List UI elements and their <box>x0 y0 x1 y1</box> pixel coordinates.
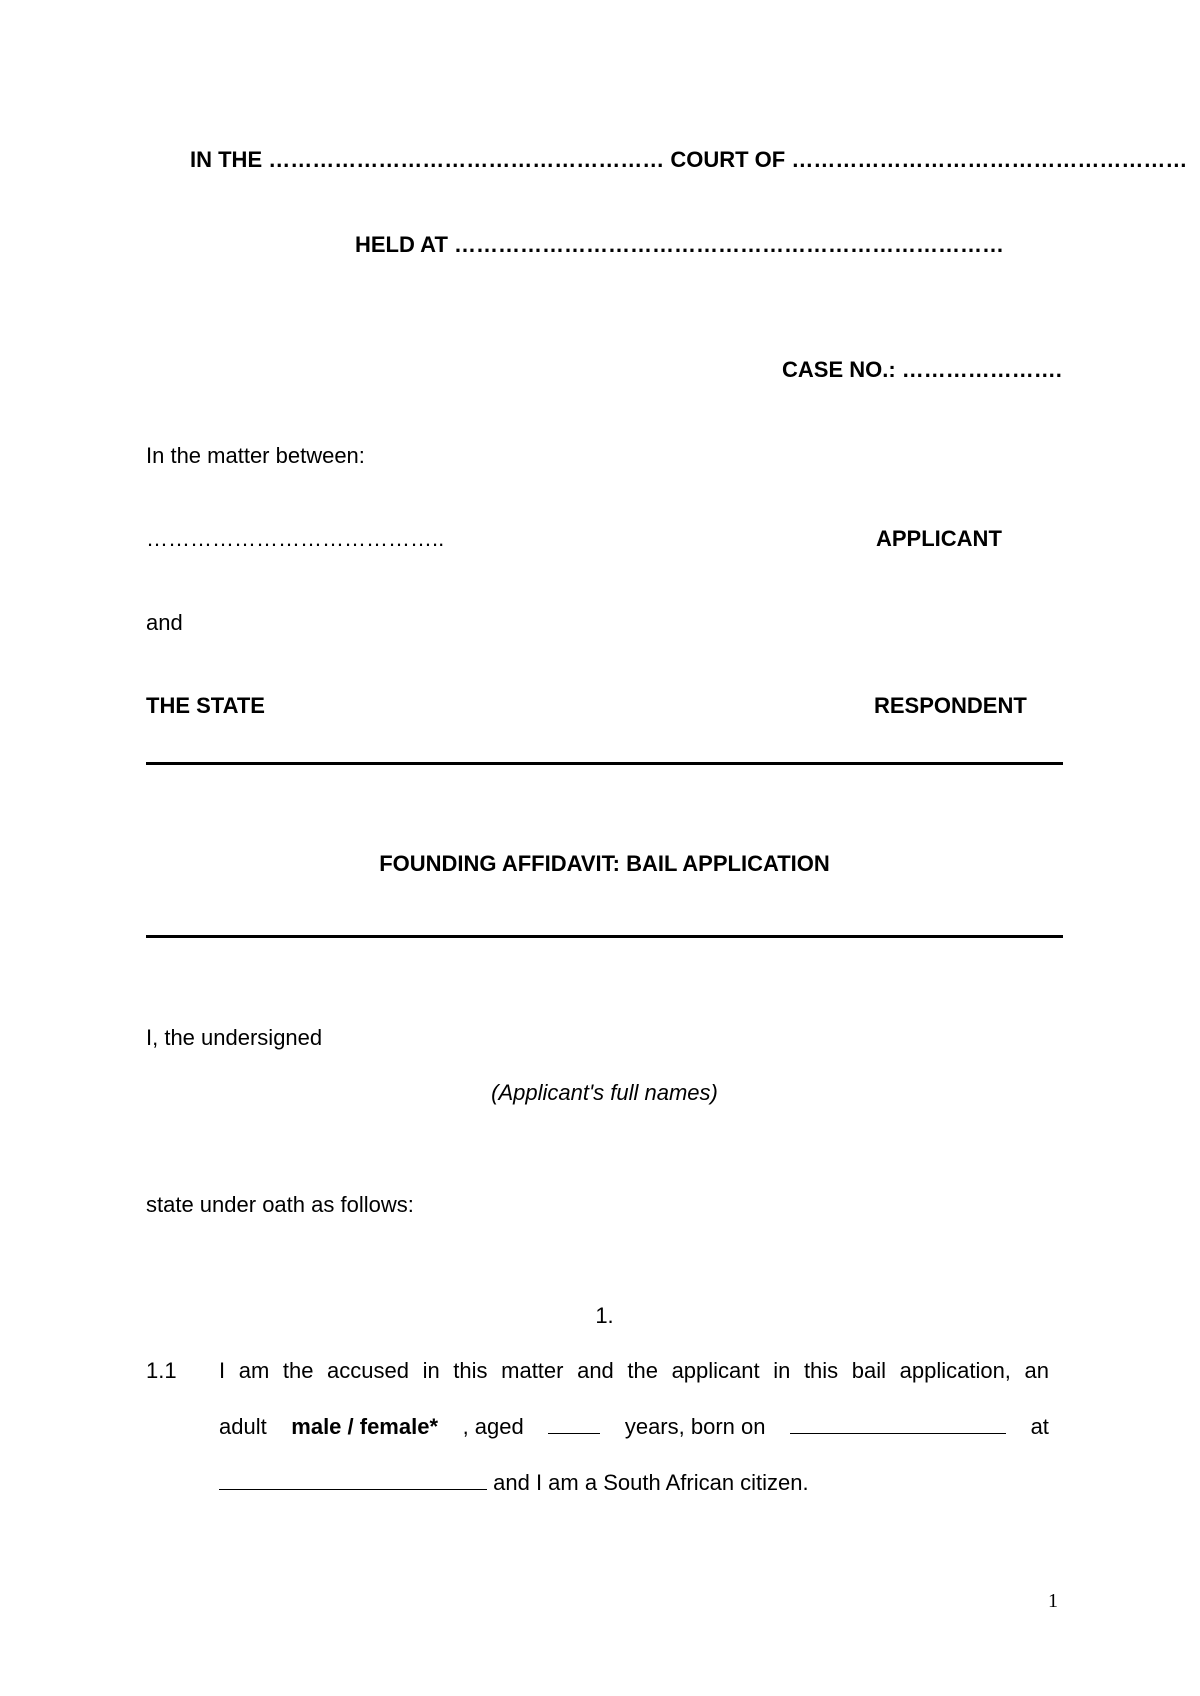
paragraph-number: 1.1 <box>146 1358 177 1383</box>
title-rule-bottom <box>146 935 1063 938</box>
birth-date-blank[interactable] <box>790 1415 1006 1434</box>
gender-option: male / female* <box>291 1414 439 1439</box>
title-rule-top <box>146 762 1063 765</box>
age-blank[interactable] <box>548 1415 600 1434</box>
adult-word: adult <box>219 1414 267 1439</box>
full-names-hint: (Applicant's full names) <box>491 1080 718 1105</box>
respondent-label: RESPONDENT <box>874 693 1027 718</box>
page-number: 1 <box>1048 1590 1058 1612</box>
at-word: at <box>1030 1414 1049 1439</box>
paragraph-line-1: I am the accused in this matter and the applicant in this bail application, an <box>219 1358 1049 1383</box>
applicant-name-blank: ………………………………….. <box>146 526 445 551</box>
respondent-name: THE STATE <box>146 693 265 718</box>
citizen-text: and I am a South African citizen. <box>493 1470 809 1495</box>
held-at-line: HELD AT ………………………………………………………………… <box>355 232 1004 257</box>
applicant-label: APPLICANT <box>876 526 1002 551</box>
court-heading: IN THE ……………………………………………… COURT OF ……………………………………………… <box>190 147 1188 172</box>
case-number: CASE NO.: …………………. <box>782 357 1062 382</box>
state-under-oath: state under oath as follows: <box>146 1192 414 1217</box>
paragraph-line-3 <box>219 1470 809 1496</box>
section-number: 1. <box>595 1303 614 1328</box>
birth-place-blank[interactable] <box>219 1471 487 1490</box>
matter-between: In the matter between: <box>146 443 365 468</box>
document-title: FOUNDING AFFIDAVIT: BAIL APPLICATION <box>379 851 830 876</box>
aged-word: , aged <box>462 1414 524 1439</box>
and-text: and <box>146 610 183 635</box>
paragraph-line-2 <box>219 1414 1049 1440</box>
born-on-word: years, born on <box>624 1414 766 1439</box>
undersigned-text: I, the undersigned <box>146 1025 323 1050</box>
